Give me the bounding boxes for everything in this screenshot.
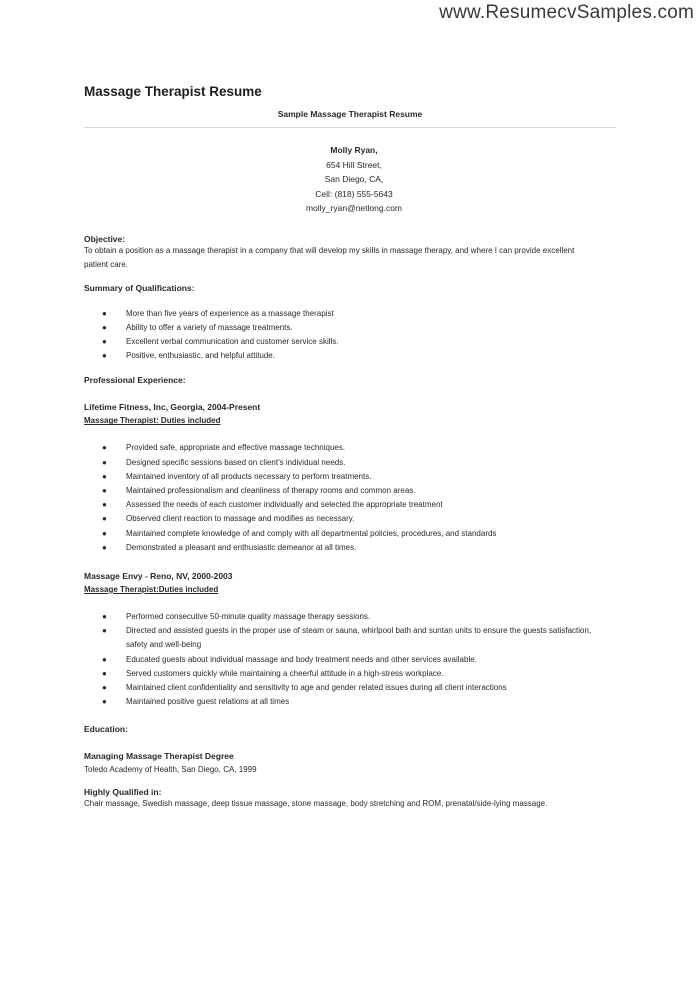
bullet-icon: ● <box>102 682 107 692</box>
bullet-icon: ● <box>102 668 107 678</box>
education-school: Toledo Academy of Health, San Diego, CA, 1999 <box>84 765 257 775</box>
list-item: ● Ability to offer a variety of massage treatments. <box>84 321 624 335</box>
bullet-icon: ● <box>102 697 107 707</box>
bullet-icon: ● <box>102 322 107 332</box>
list-item: ● Maintained inventory of all products necessary to perform treatments. <box>84 470 624 484</box>
list-item: ● Maintained client confidentiality and sensitivity to age and gender related issues during all client interactions <box>84 681 604 695</box>
education-degree: Managing Massage Therapist Degree <box>84 751 234 762</box>
bullet-icon: ● <box>102 500 107 510</box>
job-role: Massage Therapist:Duties included <box>84 584 219 594</box>
bullet-icon: ● <box>102 471 107 481</box>
list-item: ● Assessed the needs of each customer individually and selected the appropriate treatment <box>84 498 624 512</box>
resume-title: Massage Therapist Resume <box>84 84 262 99</box>
job-duties <box>84 610 604 709</box>
job-company: Lifetime Fitness, Inc, Georgia, 2004-Present <box>84 402 261 413</box>
list-item: ● Directed and assisted guests in the proper use of steam or sauna, whirlpool bath and suntan units to ensure the guests satisfaction, safety and well-being <box>102 626 592 650</box>
summary-heading: Summary of Qualifications: <box>84 282 195 293</box>
contact-email: molly_ryan@netlong.com <box>305 203 403 213</box>
summary-section <box>84 283 624 364</box>
contact-block <box>84 143 624 216</box>
bullet-icon: ● <box>102 528 107 538</box>
list-item: ● Maintained professionalism and cleanliness of therapy rooms and common areas. <box>84 484 624 498</box>
job-company: Massage Envy - Reno, NV, 2000-2003 <box>84 570 233 581</box>
qualified-section <box>84 787 624 811</box>
objective-heading: Objective: <box>84 233 126 244</box>
job-entry <box>84 570 624 709</box>
list-item: ● Educated guests about individual massage and body treatment needs and other services available. <box>84 653 604 667</box>
bullet-icon: ● <box>102 336 107 346</box>
bullet-icon: ● <box>102 626 107 636</box>
contact-street: 654 Hill Street, <box>326 159 382 170</box>
qualified-text: Chair massage, Swedish massage, deep tissue massage, stone massage, body stretching and ROM, prenatal/side-lying massage. <box>84 799 548 809</box>
list-item: ● Served customers quickly while maintaining a cheerful attitude in a high-stress workplace. <box>84 667 604 681</box>
list-item: ● Demonstrated a pleasant and enthusiastic demeanor at all times. <box>84 541 624 555</box>
list-item: ● Maintained positive guest relations at all times <box>84 695 604 709</box>
bullet-icon: ● <box>102 485 107 495</box>
bullet-icon: ● <box>102 351 107 361</box>
contact-name: Molly Ryan, <box>330 145 378 155</box>
bullet-icon: ● <box>102 542 107 552</box>
contact-phone: Cell: (818) 555-5643 <box>315 188 393 199</box>
bullet-icon: ● <box>102 514 107 524</box>
summary-list <box>84 307 624 364</box>
objective-text: To obtain a position as a massage therapist in a company that will develop my skills in massage therapy, and where I can provide excellent patient care. <box>84 245 575 269</box>
experience-section <box>84 375 624 709</box>
site-watermark: www.ResumecvSamples.com <box>439 2 694 23</box>
education-heading: Education: <box>84 724 128 735</box>
job-duties <box>84 441 624 555</box>
list-item: ● Maintained complete knowledge of and comply with all departmental policies, procedures, and standards <box>84 527 624 541</box>
job-entry <box>84 401 624 555</box>
objective-section <box>84 234 624 272</box>
resume-subtitle: Sample Massage Therapist Resume <box>84 109 616 128</box>
education-section <box>84 724 624 777</box>
bullet-icon: ● <box>102 457 107 467</box>
bullet-icon: ● <box>102 654 107 664</box>
list-item: ● Provided safe, appropriate and effective massage techniques. <box>84 441 624 455</box>
resume-page <box>84 84 624 811</box>
list-item: ● Positive, enthusiastic, and helpful attitude. <box>84 349 624 363</box>
bullet-icon: ● <box>102 308 107 318</box>
contact-city: San Diego, CA, <box>324 174 384 184</box>
list-item: ● Performed consecutive 50-minute quality massage therapy sessions. <box>84 610 604 624</box>
experience-heading: Professional Experience: <box>84 375 186 386</box>
qualified-heading: Highly Qualified in: <box>84 787 162 798</box>
job-role: Massage Therapist: Duties included <box>84 416 221 426</box>
list-item: ● Excellent verbal communication and customer service skills. <box>84 335 624 349</box>
list-item: ● Observed client reaction to massage and modifies as necessary. <box>84 512 624 526</box>
list-item: ● Designed specific sessions based on client's individual needs. <box>84 456 624 470</box>
list-item: ● More than five years of experience as a massage therapist <box>84 307 624 321</box>
bullet-icon: ● <box>102 443 107 453</box>
bullet-icon: ● <box>102 611 107 621</box>
